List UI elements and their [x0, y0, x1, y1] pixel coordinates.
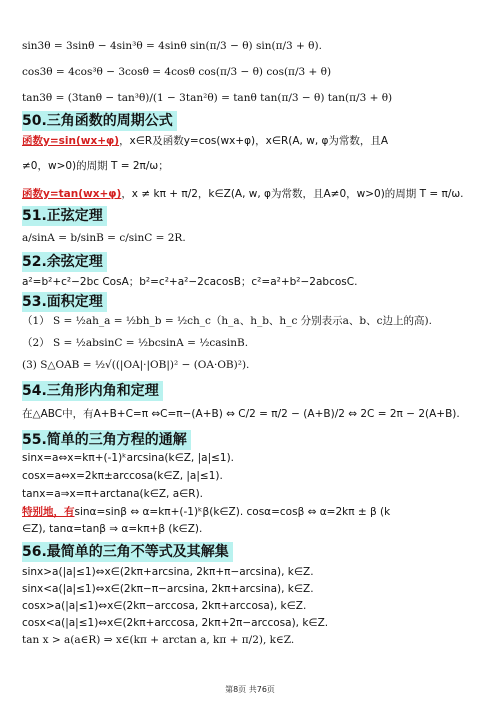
s50-red-2: 函数y=tan(wx+φ): [22, 188, 122, 200]
ineq-tan-gt: tan x > a(a∈R) ⇒ x∈(kπ + arctan a, kπ + π/2), k∈Z.: [22, 634, 295, 646]
s50-line2: ≠0，w>0)的周期 T = 2π/ω；: [22, 160, 169, 172]
section-51-title: 51.正弦定理: [22, 206, 107, 226]
angle-sum-text: 在△ABC中，有A+B+C=π ⇔C=π−(A+B) ⇔ C/2 = π/2 − (A+B)/2 ⇔ 2C = 2π − 2(A+B).: [22, 408, 460, 420]
ineq-cos-gt: cosx>a(|a|≤1)⇔x∈(2kπ−arccosa, 2kπ+arccosa), k∈Z.: [22, 600, 307, 612]
law-of-cosines: a²=b²+c²−2bc CosA；b²=c²+a²−2cacosB；c²=a²+b²−2abcosC.: [22, 276, 358, 288]
eq-tan: tanx=a⇒x=π+arctana(k∈Z, a∈R).: [22, 488, 204, 500]
law-of-sines: a/sinA = b/sinB = c/sinC = 2R.: [22, 232, 186, 244]
special-rest: sinα=sinβ ⇔ α=kπ+(-1)ᵏβ(k∈Z). cosα=cosβ ⇔ α=2kπ ± β (k: [74, 506, 391, 518]
section-55-title: 55.简单的三角方程的通解: [22, 430, 191, 450]
area-formula-2: （2） S = ½absinC = ½bcsinA = ½casinB.: [22, 337, 249, 349]
area-formula-1: （1） S = ½ah_a = ½bh_b = ½ch_c（h_a、h_b、h_c 分别表示a、b、c边上的高).: [22, 315, 432, 327]
s50-rest-3: ，x ≠ kπ + π/2，k∈Z(A, w, φ为常数，且A≠0，w>0)的周期 T = π/ω.: [121, 188, 464, 200]
section-50-title: 50.三角函数的周期公式: [22, 111, 177, 131]
section-54-title: 54.三角形内角和定理: [22, 381, 163, 401]
eq-sin: sinx=a⇔x=kπ+(-1)ᵏarcsina(k∈Z, |a|≤1).: [22, 452, 235, 464]
ineq-sin-gt: sinx>a(|a|≤1)⇔x∈(2kπ+arcsina, 2kπ+π−arcsina), k∈Z.: [22, 566, 314, 578]
section-56-title: 56.最简单的三角不等式及其解集: [22, 542, 233, 562]
s50-rest-1: ，x∈R及函数y=cos(wx+φ)，x∈R(A, w, φ为常数，且A: [119, 135, 389, 147]
page-footer: 第8页 共76页: [225, 685, 275, 694]
formula-tan3: tan3θ = (3tanθ − tan³θ)/(1 − 3tan²θ) = tanθ tan(π/3 − θ) tan(π/3 + θ): [22, 92, 393, 104]
area-formula-3: (3) S△OAB = ½√((|OA|·|OB|)² − (OA·OB)²).: [22, 359, 250, 371]
s50-red-1: 函数y=sin(wx+φ): [22, 135, 120, 147]
ineq-sin-lt: sinx<a(|a|≤1)⇔x∈(2kπ−π−arcsina, 2kπ+arcsina), k∈Z.: [22, 583, 314, 595]
s50-line3: [22, 188, 464, 201]
s50-line1: [22, 135, 388, 148]
ineq-cos-lt: cosx<a(|a|≤1)⇔x∈(2kπ+arccosa, 2kπ+2π−arccosa), k∈Z.: [22, 617, 329, 629]
eq-special-1: [22, 506, 390, 519]
section-53-title: 53.面积定理: [22, 292, 107, 312]
section-52-title: 52.余弦定理: [22, 252, 107, 272]
formula-sin3: sin3θ = 3sinθ − 4sin³θ = 4sinθ sin(π/3 − θ) sin(π/3 + θ).: [22, 40, 322, 52]
special-label: 特别地，有: [22, 506, 75, 518]
eq-special-2: ∈Z), tanα=tanβ ⇒ α=kπ+β (k∈Z).: [22, 523, 203, 535]
eq-cos: cosx=a⇔x=2kπ±arccosa(k∈Z, |a|≤1).: [22, 470, 223, 482]
formula-cos3: cos3θ = 4cos³θ − 3cosθ = 4cosθ cos(π/3 − θ) cos(π/3 + θ): [22, 66, 332, 78]
